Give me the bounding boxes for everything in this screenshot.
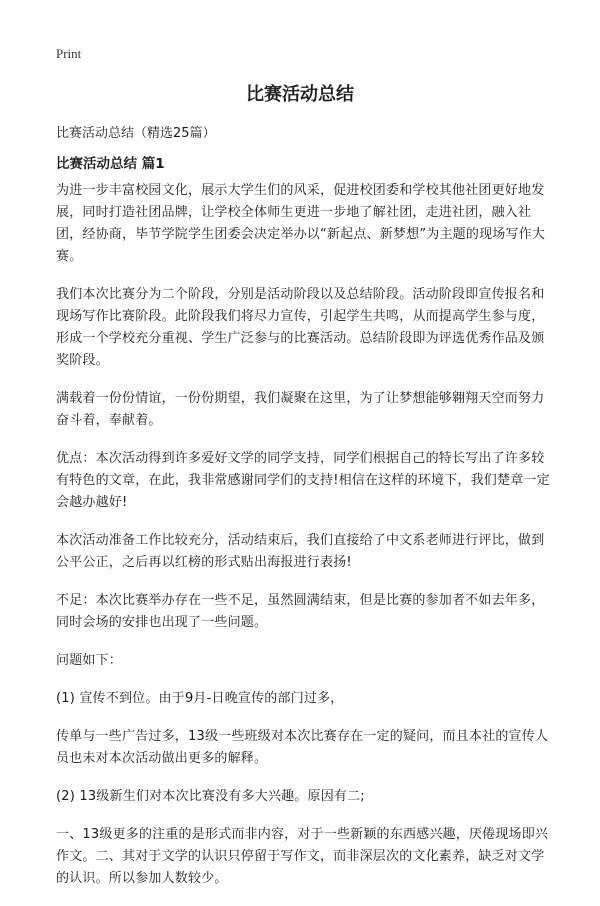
paragraph: 为进一步丰富校园文化，展示大学生们的风采，促进校团委和学校其他社团更好地发展，同时打造社团品牌，让学校全体师生更进一步地了解社团，走进社团，融入社团，经协商，毕节学院学生团委会决定举办以“新起点、新梦想”为主题的现场写作大赛。 — [56, 183, 546, 264]
paragraph: (1) 宣传不到位。由于9月-日晚宣传的部门过多， — [56, 691, 344, 706]
print-link[interactable]: Print — [56, 46, 82, 61]
paragraph: 优点：本次活动得到许多爱好文学的同学支持，同学们根据自己的特长写出了许多较有特色的文章，在此，我非常感谢同学们的支持!相信在这样的环境下，我们楚章一定会越办越好! — [56, 451, 550, 510]
paragraph: 不足：本次比赛举办存在一些不足，虽然圆满结束，但是比赛的参加者不如去年多，同时会场的安排也出现了一些问题。 — [56, 593, 545, 630]
paragraph: 问题如下： — [56, 653, 123, 668]
paragraph: 我们本次比赛分为二个阶段，分别是活动阶段以及总结阶段。活动阶段即宣传报名和现场写作比赛阶段。此阶段我们将尽力宣传，引起学生共鸣，从而提高学生参与度，形成一个学校充分重视、学生广泛参与的比赛活动。总结阶段即为评选优秀作品及颁奖阶段。 — [56, 287, 545, 368]
page-title: 比赛活动总结 — [246, 84, 354, 105]
document-subtitle: 比赛活动总结（精选25篇） — [56, 126, 216, 141]
article-body — [56, 180, 550, 906]
paragraph: 满载着一份份情谊，一份份期望，我们凝聚在这里，为了让梦想能够翱翔天空而努力奋斗着，奉献着。 — [56, 391, 545, 428]
paragraph: 传单与一些广告过多，13级一些班级对本次比赛存在一定的疑问，而且本社的宣传人员也未对本次活动做出更多的解释。 — [56, 729, 549, 766]
section-heading: 比赛活动总结 篇1 — [56, 156, 165, 172]
paragraph: 一、13级更多的注重的是形式而非内容，对于一些新颖的东西感兴趣，厌倦现场即兴作文。二、其对于文学的认识只停留于写作文，而非深层次的文化素养，缺乏对文学的认识。所以参加人数较少。 — [56, 827, 549, 886]
paragraph: (2) 13级新生们对本次比赛没有多大兴趣。原因有二; — [56, 789, 365, 804]
paragraph: 本次活动准备工作比较充分，活动结束后，我们直接给了中文系老师进行评比，做到公平公正，之后再以红榜的形式贴出海报进行表扬! — [56, 533, 545, 570]
